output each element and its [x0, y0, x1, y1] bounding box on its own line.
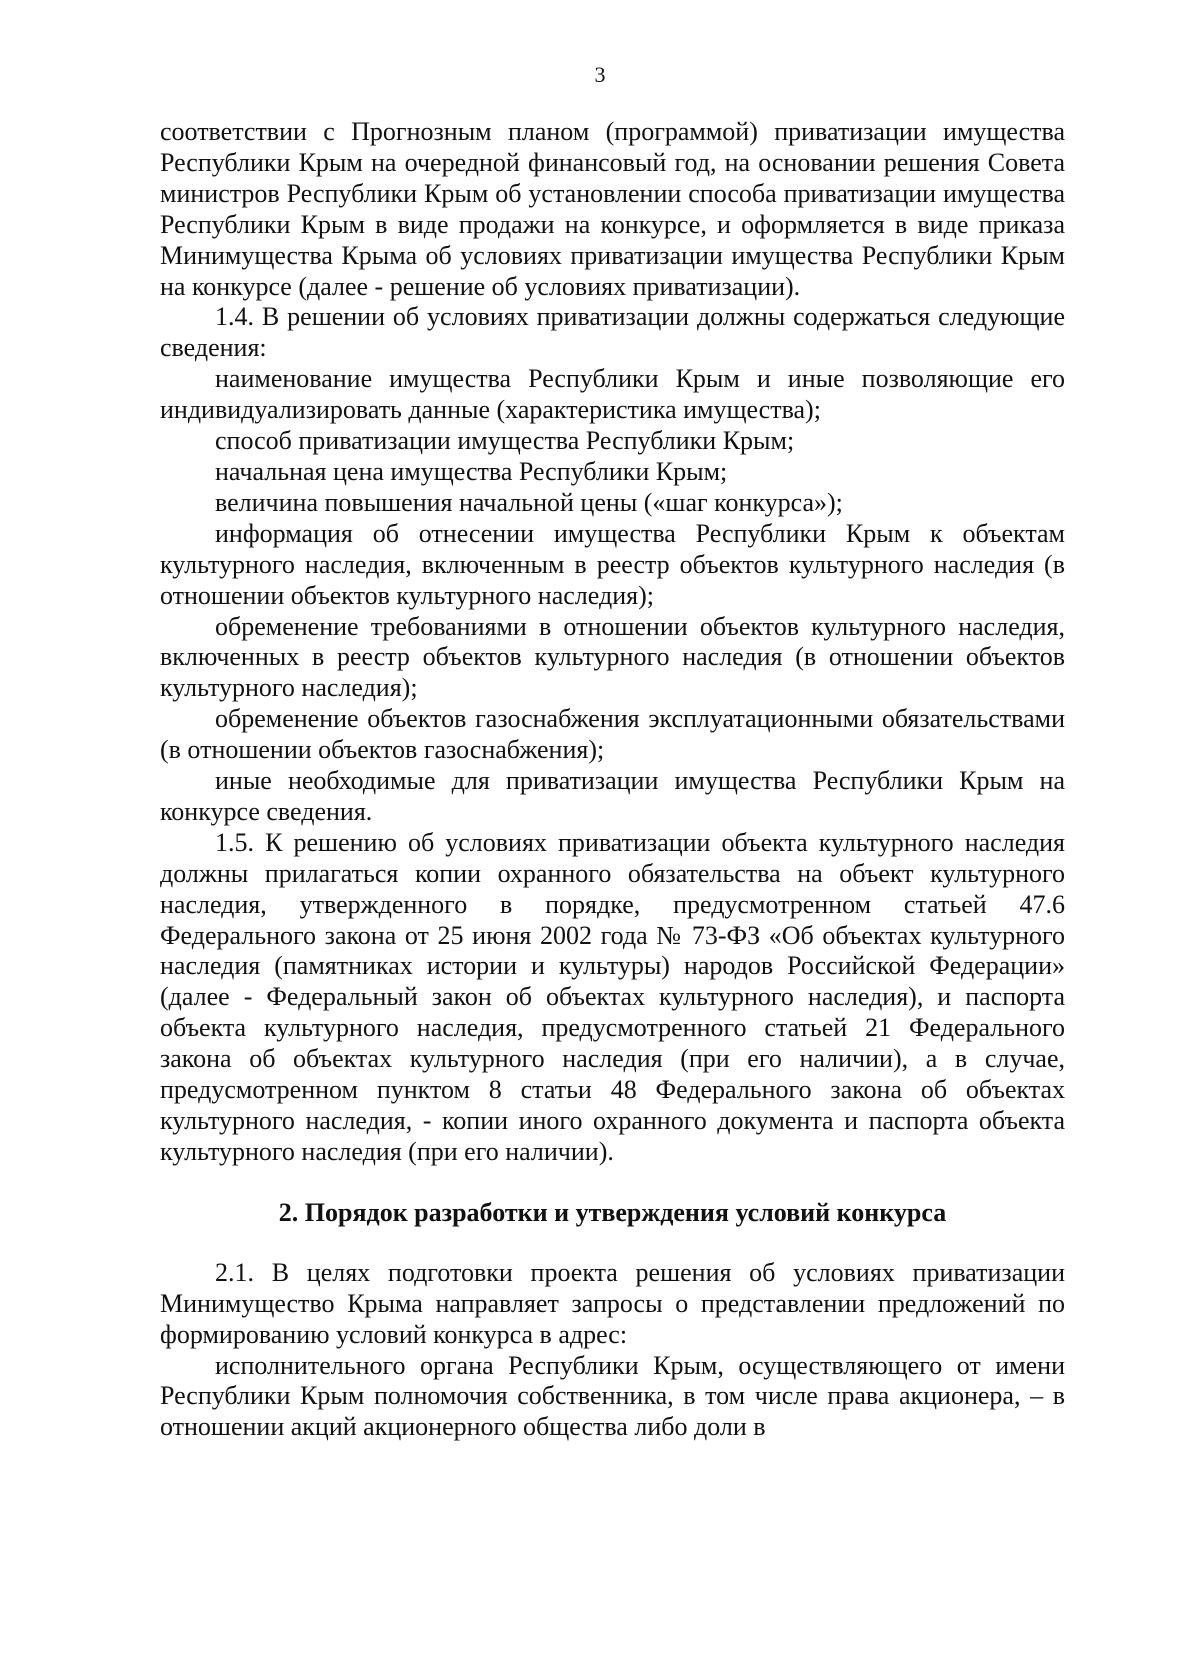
paragraph: 1.5. К решению об условиях приватизации объекта культурного наследия должны прилагаться копии охранного обязательства на объект культурного наследия, утвержденного в порядке, предусмотренном статьей 47.6 Федерального закона от 25 июня 2002 года № 73-ФЗ «Об объектах культурного наследия (памятниках истории и культуры) народов Российской Федерации» (далее - Федеральный закон об объектах культурного наследия), и паспорта объекта культурного наследия, предусмотренного статьей 21 Федерального закона об объектах культурного наследия (при его наличии), а в случае, предусмотренном пунктом 8 статьи 48 Федерального закона об объектах культурного наследия, - копии иного охранного документа и паспорта объекта культурного наследия (при его наличии). [160, 827, 1065, 1166]
paragraph: 2.1. В целях подготовки проекта решения об условиях приватизации Минимущество Крыма направляет запросы о представлении предложений по формированию условий конкурса в адрес: [160, 1257, 1065, 1349]
paragraph: способ приватизации имущества Республики Крым; [215, 426, 795, 456]
paragraph: соответствии с Прогнозным планом (программой) приватизации имущества Республики Крым на очередной финансовый год, на основании решения Совета министров Республики Крым об установлении способа приватизации имущества Республики Крым в виде продажи на конкурсе, и оформляется в виде приказа Минимущества Крыма об условиях приватизации имущества Республики Крым на конкурсе (далее - решение об условиях приватизации). [160, 117, 1065, 301]
paragraph: иные необходимые для приватизации имущества Республики Крым на конкурсе сведения. [160, 766, 1065, 826]
document-body [160, 117, 1065, 1443]
paragraph: величина повышения начальной цены («шаг конкурса»); [215, 487, 843, 517]
paragraph: исполнительного органа Республики Крым, осуществляющего от имени Республики Крым полномочия собственника, в том числе права акционера, – в отношении акций акционерного общества либо доли в [160, 1350, 1065, 1442]
paragraphs-bottom [160, 1258, 1065, 1443]
paragraph: обременение объектов газоснабжения эксплуатационными обязательствами (в отношении объектов газоснабжения); [160, 704, 1065, 765]
page-number: 3 [594, 62, 606, 87]
paragraph: информация об отнесении имущества Республики Крым к объектам культурного наследия, включенным в реестр объектов культурного наследия (в отношении объектов культурного наследия); [160, 518, 1065, 610]
paragraph: начальная цена имущества Республики Крым; [215, 456, 728, 486]
paragraphs-top [160, 117, 1065, 1168]
section-heading: 2. Порядок разработки и утверждения условий конкурса [278, 1197, 947, 1227]
paragraph: 1.4. В решении об условиях приватизации должны содержаться следующие сведения: [160, 302, 1065, 363]
paragraph: обременение требованиями в отношении объектов культурного наследия, включенных в реестр объектов культурного наследия (в отношении объектов культурного наследия); [160, 611, 1065, 703]
paragraph: наименование имущества Республики Крым и иные позволяющие его индивидуализировать данные (характеристика имущества); [160, 364, 1065, 425]
